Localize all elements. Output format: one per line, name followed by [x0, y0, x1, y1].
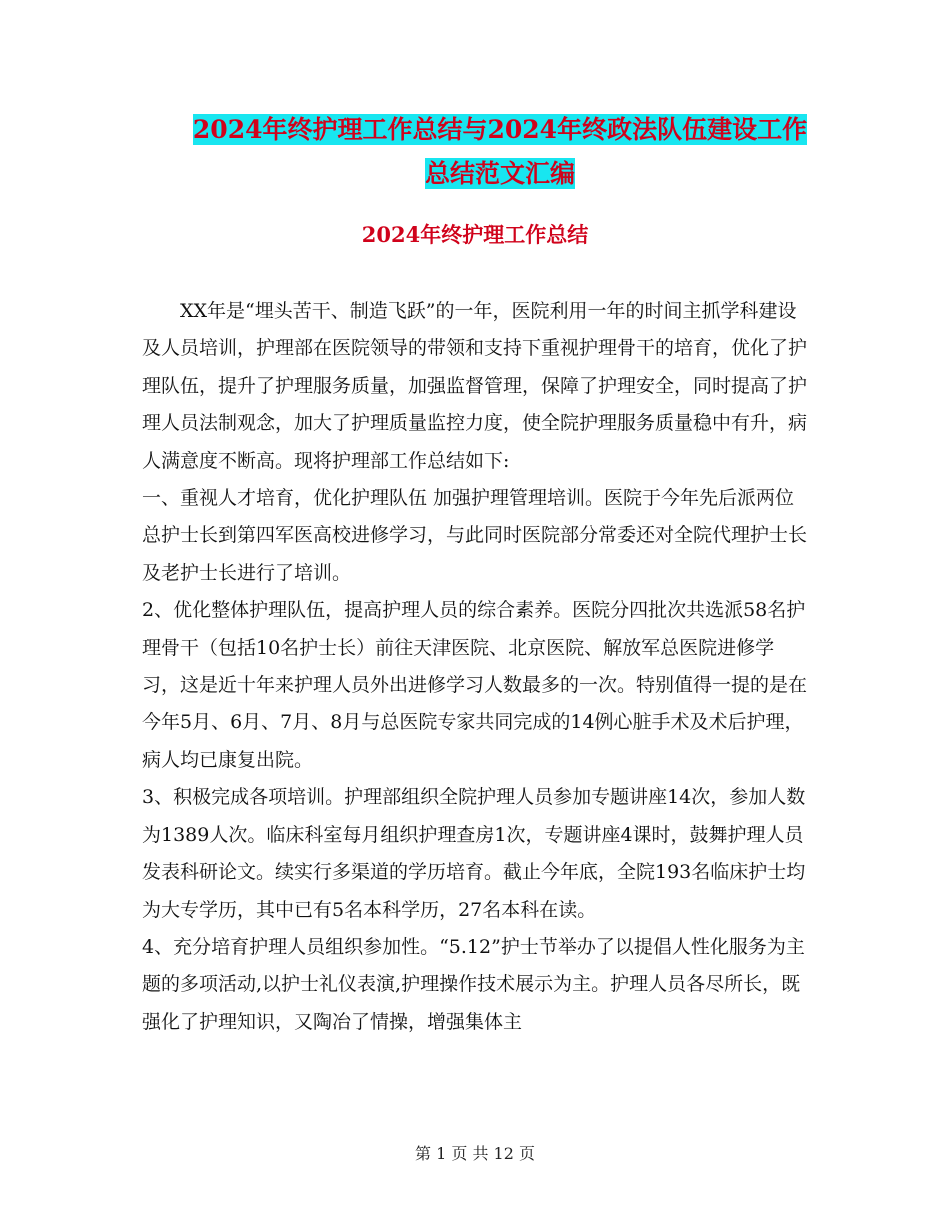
paragraph-item-3: 3、积极完成各项培训。护理部组织全院护理人员参加专题讲座14次，参加人数为1389人次。临床科室每月组织护理查房1次，专题讲座4课时，鼓舞护理人员发表科研论文。续实行多渠道的学历培育。截止今年底，全院193名临床护士均为大专学历，其中已有5名本科学历，27名本科在读。 [142, 786, 806, 921]
paragraph-item-1: 一、重视人才培育，优化护理队伍 加强护理管理培训。医院于今年先后派两位总护士长到第四军医高校进修学习，与此同时医院部分常委还对全院代理护士长及老护士长进行了培训。 [142, 487, 808, 584]
paragraph-item-4: 4、充分培育护理人员组织参加性。“5.12”护士节举办了以提倡人性化服务为主题的多项活动,以护士礼仪表演,护理操作技术展示为主。护理人员各尽所长，既强化了护理知识，又陶冶了情操，增强集体主 [142, 935, 805, 1033]
paragraph-item-2: 2、优化整体护理队伍，提高护理人员的综合素养。医院分四批次共选派58名护理骨干（包括10名护士长）前往天津医院、北京医院、解放军总医院进修学习，这是近十年来护理人员外出进修学习人数最多的一次。特别值得一提的是在今年5月、6月、7月、8月与总医院专家共同完成的14例心脏手术及术后护理，病人均已康复出院。 [142, 599, 808, 771]
paragraph-intro: XX年是“埋头苦干、制造飞跃”的一年，医院利用一年的时间主抓学科建设及人员培训，护理部在医院领导的带领和支持下重视护理骨干的培育，优化了护理队伍，提升了护理服务质量，加强监督管理，保障了护理安全，同时提高了护理人员法制观念，加大了护理质量监控力度，使全院护理服务质量稳中有升，病人满意度不断高。现将护理部工作总结如下: [142, 300, 808, 472]
section-heading: 2024年终护理工作总结 [361, 222, 589, 247]
document-title-continued [140, 154, 860, 194]
page-number-footer: 第 1 页 共 12 页 [415, 1144, 535, 1163]
document-body [142, 293, 810, 1041]
document-title-line-2: 总结范文汇编 [424, 159, 575, 188]
document-title-line-1: 2024年终护理工作总结与2024年终政法队伍建设工作 [192, 115, 808, 144]
document-title [140, 110, 860, 150]
